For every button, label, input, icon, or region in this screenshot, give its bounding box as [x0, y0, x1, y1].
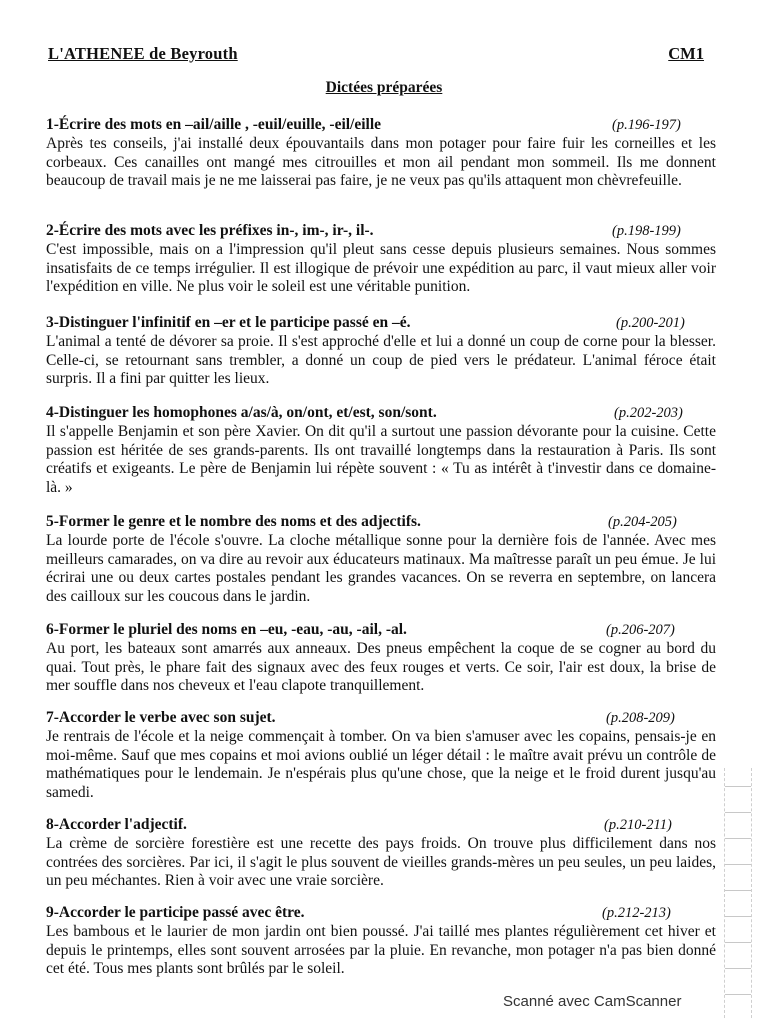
- section-pages: (p.212-213): [602, 905, 671, 921]
- section-heading: 4-Distinguer les homophones a/as/à, on/ont, et/est, son/sont.: [46, 404, 437, 421]
- section-heading: 9-Accorder le participe passé avec être.: [46, 904, 305, 921]
- section-pages: (p.198-199): [612, 223, 681, 239]
- section-heading: 1-Écrire des mots en –ail/aille , -euil/euille, -eil/eille: [46, 116, 382, 133]
- section-heading: 6-Former le pluriel des noms en –eu, -eau, -au, -ail, -al.: [46, 621, 407, 638]
- dictation-section-8: [46, 816, 716, 891]
- section-text: Je rentrais de l'école et la neige commençait à tomber. On va bien s'amuser avec les copains, pensais-je en moi-même. Sauf que mes copains et moi avions oublié un léger détail : le maître avait prévu un contrôle de mathématiques pour le lendemain. Je n'espérais plus qu'une chose, que la neige et le froid durent jusqu'au samedi.: [46, 728, 716, 801]
- section-text: La crème de sorcière forestière est une recette des pays froids. On trouve plus difficilement dans nos contrées des sorcières. Par ici, il s'agit le plus souvent de vieilles grands-mères un peu seules, un peu laides, un peu méchantes. Rien à voir avec une vraie sorcière.: [46, 835, 716, 890]
- section-pages: (p.200-201): [616, 315, 685, 331]
- school-name: L'ATHENEE de Beyrouth: [48, 44, 238, 63]
- dictation-section-7: [46, 709, 716, 802]
- section-pages: (p.196-197): [612, 117, 681, 133]
- section-heading: 3-Distinguer l'infinitif en –er et le participe passé en –é.: [46, 314, 411, 331]
- section-heading: 2-Écrire des mots avec les préfixes in-, im-, ir-, il-.: [46, 222, 374, 239]
- section-text: L'animal a tenté de dévorer sa proie. Il s'est approché d'elle et lui a donné un coup de corne pour la blesser. Celle-ci, se retournant sans trembler, a donné un coup de pied vers le prédateur. L'animal féroce était surpris. Il a fini par quitter les lieux.: [46, 333, 716, 388]
- section-pages: (p.206-207): [606, 622, 675, 638]
- section-text: C'est impossible, mais on a l'impression qu'il pleut sans cesse depuis plusieurs semaines. Nous sommes insatisfaits de ce temps irrégulier. Il est illogique de prévoir une expédition au parc, il vaut mieux aller voir l'expédition en ville. Ne plus voir le soleil est une véritable punition.: [46, 241, 716, 296]
- section-heading: 5-Former le genre et le nombre des noms et des adjectifs.: [46, 513, 421, 530]
- section-text: Il s'appelle Benjamin et son père Xavier. On dit qu'il a surtout une passion dévorante pour la cuisine. Cette passion est héritée de ses grands-parents. Ils ont travaillé longtemps dans la restauration à Paris. Ils sont créatifs et exigeants. Le père de Benjamin lui répète souvent : « Tu as intérêt à t'investir dans ce domaine-là. »: [46, 423, 716, 496]
- section-text: Au port, les bateaux sont amarrés aux anneaux. Des pneus empêchent la coque de se cogner au bord du quai. Tout près, le phare fait des signaux avec des feux rouges et verts. Ce soir, l'air est doux, la brise de mer souffle dans nos cheveux et l'eau clapote tranquillement.: [46, 640, 716, 695]
- notebook-grid-edge: [724, 768, 752, 1018]
- dictation-section-3: [46, 314, 716, 389]
- section-heading: 8-Accorder l'adjectif.: [46, 816, 187, 833]
- section-text: La lourde porte de l'école s'ouvre. La cloche métallique sonne pour la dernière fois de l'année. Avec mes meilleurs camarades, on va dire au revoir aux éducateurs matinaux. Ma maîtresse paraît un peu émue. Je lui écrirai une ou deux cartes postales pendant les grandes vacances. On se reverra en septembre, on lancera des cailloux sur les coucous dans le jardin.: [46, 532, 716, 605]
- section-text: Les bambous et le laurier de mon jardin ont bien poussé. J'ai taillé mes plantes régulièrement cet hiver et depuis le printemps, elles sont souvent arrosées par la pluie. En revanche, mon potager n'a pas bien donné cet été. Tous mes plants sont brûlés par le soleil.: [46, 923, 716, 978]
- section-pages: (p.204-205): [608, 514, 677, 530]
- section-pages: (p.208-209): [606, 710, 675, 726]
- class-level: CM1: [668, 44, 704, 63]
- document-header: [48, 44, 704, 66]
- section-pages: (p.202-203): [614, 405, 683, 421]
- dictation-section-5: [46, 513, 716, 606]
- camscanner-watermark: Scanné avec CamScanner: [503, 993, 682, 1010]
- dictation-section-1: [46, 116, 716, 191]
- dictation-section-4: [46, 404, 716, 497]
- dictation-section-2: [46, 222, 716, 297]
- section-text: Après tes conseils, j'ai installé deux épouvantails dans mon potager pour faire fuir les corneilles et les corbeaux. Ces canailles ont mangé mes citrouilles et mon ail pendant mon sommeil. Ils me donnent beaucoup de travail mais je ne me laisserai pas faire, je ne veux pas qu'ils attaquent mon chèvrefeuille.: [46, 135, 716, 190]
- dictation-section-6: [46, 621, 716, 696]
- section-heading: 7-Accorder le verbe avec son sujet.: [46, 709, 276, 726]
- dictation-section-9: [46, 904, 716, 979]
- section-pages: (p.210-211): [604, 817, 672, 833]
- page-title: Dictées préparées: [325, 79, 443, 96]
